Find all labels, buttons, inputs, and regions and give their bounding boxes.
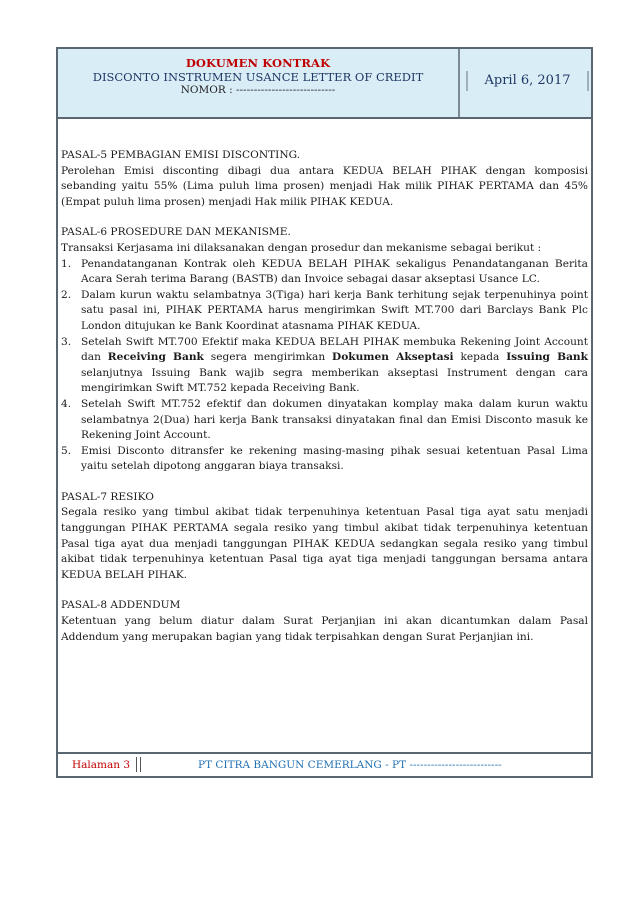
pasal-7-title: PASAL-7 RESIKO <box>61 490 154 503</box>
document-frame <box>56 47 593 778</box>
bold-term-issuing-bank: Issuing Bank <box>506 351 588 364</box>
list-item <box>61 288 588 335</box>
pasal-6-list <box>61 257 588 475</box>
list-item-number: 1. <box>61 257 72 270</box>
text-run: selanjutnya Issuing Bank wajib segra memberikan akseptasi Instrument dengan cara mengirimkan Swift MT.752 kepada Receiving Bank. <box>81 366 588 395</box>
text-run: kepada <box>453 351 507 364</box>
document-subtitle: DISCONTO INSTRUMEN USANCE LETTER OF CREDIT <box>92 70 424 84</box>
list-item <box>61 257 588 288</box>
list-item <box>61 397 588 444</box>
text-run: segera mengirimkan <box>203 351 333 364</box>
bold-term-receiving-bank: Receiving Bank <box>107 351 204 364</box>
list-item-text <box>81 336 588 395</box>
pasal-8-body: Ketentuan yang belum diatur dalam Surat Perjanjian ini akan dicantumkan dalam Pasal Addendum yang merupakan bagian yang tidak terpisahkan dengan Surat Perjanjian ini. <box>61 615 588 643</box>
list-item-number: 2. <box>61 288 72 301</box>
document-footer <box>58 752 591 776</box>
list-item-number: 4. <box>61 397 72 410</box>
list-item-number: 3. <box>61 335 72 348</box>
pasal-5-body: Perolehan Emisi disconting dibagi dua antara KEDUA BELAH PIHAK dengan komposisi sebanding yaitu 55% (Lima puluh lima prosen) menjadi Hak milik PIHAK PERTAMA dan 45% (Empat puluh lima prosen) menjadi Hak milik PIHAK KEDUA. <box>61 164 588 208</box>
document-header <box>58 49 591 119</box>
document-body <box>61 148 588 645</box>
pasal-6-title: PASAL-6 PROSEDURE DAN MEKANISME. <box>61 226 291 239</box>
bold-term-dokumen-akseptasi: Dokumen Akseptasi <box>332 351 454 364</box>
list-item-text: Penandatanganan Kontrak oleh KEDUA BELAH PIHAK sekaligus Penandatanganan Berita Acara Serah terima Barang (BASTB) dan Invoice sebagai dasar akseptasi Usance LC. <box>81 257 588 286</box>
list-item-text: Emisi Disconto ditransfer ke rekening masing-masing pihak sesuai ketentuan Pasal Lima yaitu setelah dipotong anggaran biaya transaksi. <box>81 444 588 473</box>
pasal-7-body: Segala resiko yang timbul akibat tidak terpenuhinya ketentuan Pasal tiga ayat satu menjadi tanggungan PIHAK PERTAMA segala resiko yang timbul akibat tidak terpenuhinya ketentuan Pasal tiga ayat dua menjadi tanggungan PIHAK KEDUA sedangkan segala resiko yang timbul akibat tidak terpenuhinya ketentuan Pasal tiga ayat tiga menjadi tanggungan bersama antara KEDUA BELAH PIHAK. <box>61 506 588 581</box>
document-number: NOMOR : ---------------------------- <box>180 84 336 96</box>
footer-company: PT CITRA BANGUN CEMERLANG - PT -------------------------- <box>198 759 502 771</box>
list-item-text: Setelah Swift MT.752 efektif dan dokumen dinyatakan komplay maka dalam kurun waktu selambatnya 2(Dua) hari kerja Bank transaksi dinyatakan final dan Emisi Disconto masuk ke Rekening Joint Account. <box>81 397 588 442</box>
text-run: Setelah Swift MT.700 Efektif maka KEDUA BELAH PIHAK membuka Rekening Joint Account dan <box>81 335 588 364</box>
list-item-text: Dalam kurun waktu selambatnya 3(Tiga) hari kerja Bank terhitung sejak terpenuhinya point satu pasal ini, PIHAK PERTAMA harus mengirimkan Swift MT.700 dari Barclays Bank Plc London ditujukan ke Bank Koordinat atasnama PIHAK KEDUA. <box>81 288 588 332</box>
header-title-block <box>58 49 460 117</box>
document-title: DOKUMEN KONTRAK <box>185 56 331 70</box>
pasal-6-intro: Transaksi Kerjasama ini dilaksanakan dengan prosedur dan mekanisme sebagai berikut : <box>61 241 542 254</box>
document-date: April 6, 2017 <box>466 71 589 91</box>
pasal-5-title: PASAL-5 PEMBAGIAN EMISI DISCONTING. <box>61 149 301 161</box>
list-item <box>61 444 588 475</box>
list-item-number: 5. <box>61 444 72 457</box>
pasal-8-title: PASAL-8 ADDENDUM <box>61 599 181 612</box>
footer-divider <box>136 757 141 772</box>
list-item <box>61 335 588 397</box>
page-number: Halaman 3 <box>72 759 131 771</box>
